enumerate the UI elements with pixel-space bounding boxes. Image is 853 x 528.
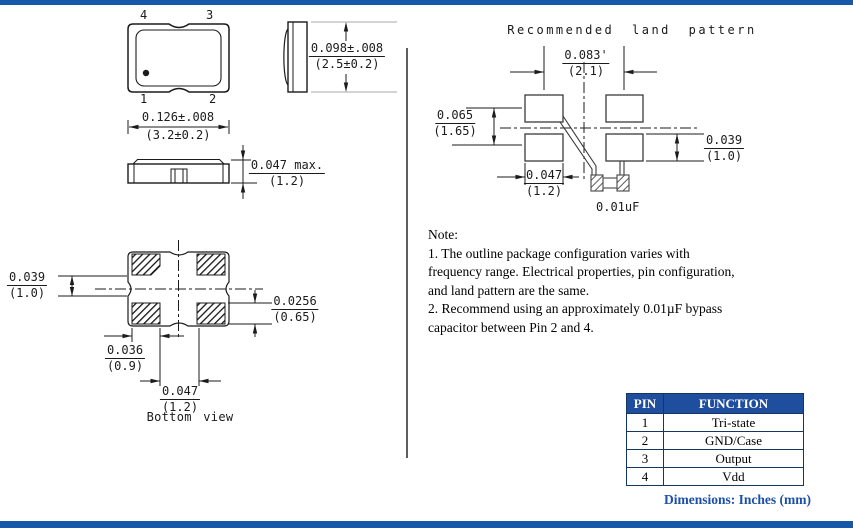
thickness-dim-mm: (1.2) xyxy=(268,174,306,188)
land-col-pitch-inches: 0.083' xyxy=(564,48,608,62)
bottom-pad-width-inches: 0.036 xyxy=(106,343,144,357)
pin1-indicator-dot xyxy=(143,70,149,76)
land-row-pitch-dim xyxy=(433,109,476,138)
thickness-dim-inches: 0.047 max. xyxy=(250,158,324,172)
note-line: 1. The outline package configuration varies with xyxy=(428,245,690,261)
bottom-pad-height-inches: 0.0256 xyxy=(273,294,317,308)
note-line: capacitor between Pin 2 and 4. xyxy=(428,319,594,335)
width-dim-mm: (3.2±0.2) xyxy=(145,128,211,142)
pin-function-cell: Vdd xyxy=(664,468,804,486)
land-pad-height-inches: 0.039 xyxy=(705,133,743,147)
package-bottom-view xyxy=(58,240,272,386)
note-line: 2. Recommend using an approximately 0.01µF bypass xyxy=(428,301,723,316)
land-pad-width-dim xyxy=(524,169,564,198)
land-row-pitch-mm: (1.65) xyxy=(433,124,477,138)
pin4-label: 4 xyxy=(140,8,148,22)
pin3-label: 3 xyxy=(206,8,214,22)
table-header-row xyxy=(627,394,804,414)
table-row xyxy=(627,450,804,468)
bottom-pad-width-mm: (0.9) xyxy=(106,359,144,373)
pin-number-cell: 3 xyxy=(627,450,664,468)
land-col-pitch-dim xyxy=(562,49,609,78)
width-dim-inches: 0.126±.008 xyxy=(141,110,215,124)
pin-number-cell: 2 xyxy=(627,432,664,450)
pin-function-cell: GND/Case xyxy=(664,432,804,450)
pin2-label: 2 xyxy=(209,92,217,106)
pin-function-cell: Output xyxy=(664,450,804,468)
land-pad-width-mm: (1.2) xyxy=(525,184,563,198)
pin-column-header: PIN xyxy=(627,394,664,414)
note-line: and land pattern are the same. xyxy=(428,282,590,298)
package-profile-view xyxy=(128,145,257,199)
land-row-pitch-inches: 0.065 xyxy=(436,108,474,122)
bottom-offset-dim-inches: 0.039 xyxy=(8,270,46,284)
land-col-pitch-mm: (2.1) xyxy=(567,64,605,78)
pin-number-cell: 1 xyxy=(627,414,664,432)
table-row xyxy=(627,414,804,432)
bottom-pad-width-dim xyxy=(105,344,145,373)
note-title: Note: xyxy=(428,227,458,242)
package-top-view xyxy=(128,24,229,92)
bottom-offset-dim-mm: (1.0) xyxy=(8,286,46,300)
height-dim xyxy=(309,42,385,71)
function-column-header: FUNCTION xyxy=(664,394,804,414)
pin-number-cell: 4 xyxy=(627,468,664,486)
pad-1-chamfered xyxy=(132,254,160,275)
pin-function-table xyxy=(626,393,804,486)
note-line: frequency range. Electrical properties, pin configuration, xyxy=(428,264,735,279)
table-row xyxy=(627,468,804,486)
capacitor-value-label: 0.01uF xyxy=(596,200,640,214)
height-dim-inches: 0.098±.008 xyxy=(310,41,384,55)
land-pad-height-dim xyxy=(704,134,744,163)
pin-function-cell: Tri-state xyxy=(664,414,804,432)
bottom-pad-height-dim xyxy=(271,295,318,324)
pin1-label: 1 xyxy=(140,92,148,106)
bottom-view-label: Bottom view xyxy=(146,410,234,424)
land-pattern-title: Recommended land pattern xyxy=(507,23,757,37)
bottom-offset-dim xyxy=(7,271,47,300)
table-row xyxy=(627,432,804,450)
bottom-pad-height-mm: (0.65) xyxy=(273,310,317,324)
dimension-units-label: Dimensions: Inches (mm) xyxy=(664,492,811,507)
land-pad-height-mm: (1.0) xyxy=(705,149,743,163)
bottom-pad-gap-mm: (1.2) xyxy=(161,400,199,414)
height-dim-mm: (2.5±0.2) xyxy=(314,57,380,71)
note-block xyxy=(428,226,780,337)
land-pad-width-inches: 0.047 xyxy=(525,168,563,182)
bottom-pad-gap-inches: 0.047 xyxy=(161,384,199,398)
thickness-dim xyxy=(249,159,325,188)
bypass-capacitor xyxy=(591,175,629,191)
